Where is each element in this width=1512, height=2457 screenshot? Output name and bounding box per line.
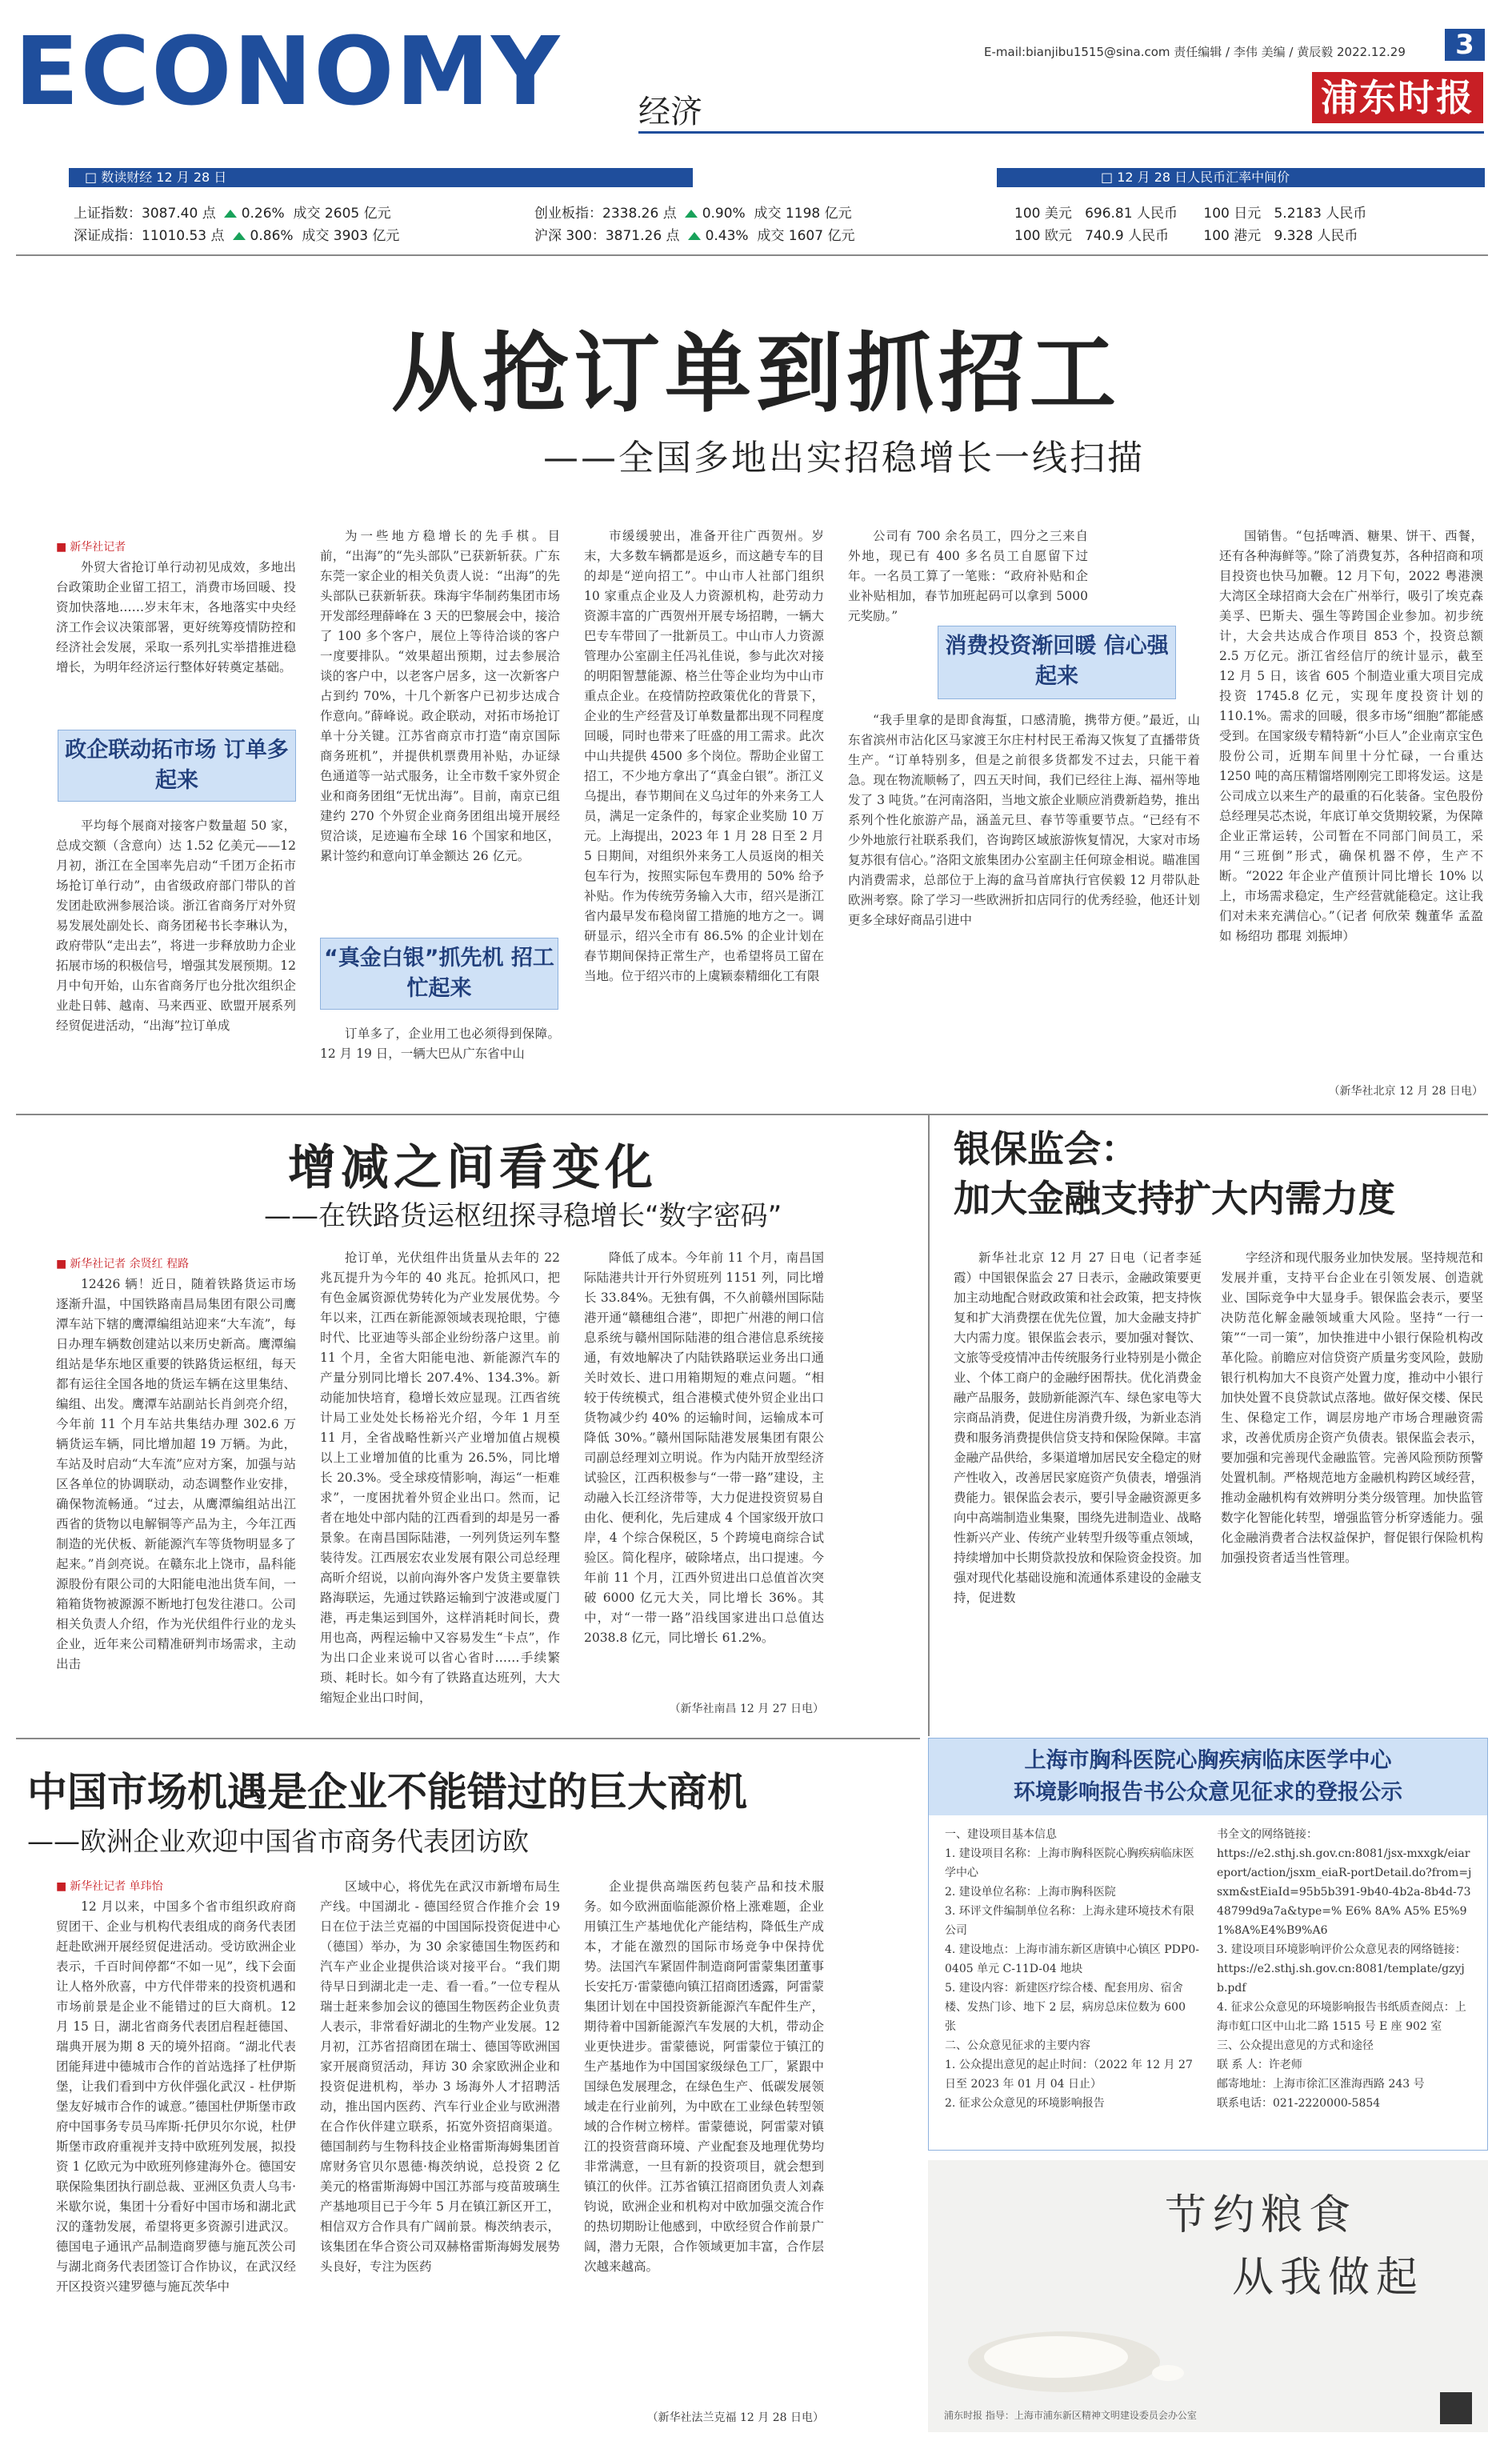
byline: ■ 新华社记者 单玮怡	[56, 1877, 296, 1897]
notice-title-line2: 环境影响报告书公众意见征求的登报公示	[929, 1777, 1487, 1815]
byline: ■ 新华社记者 余贤红 程路	[56, 1255, 296, 1275]
qr-code-icon	[1440, 2392, 1472, 2424]
section-title-cn: 经济	[638, 94, 702, 130]
up-arrow-icon	[688, 232, 701, 240]
subhead-box: “真金白银”抓先机 招工忙起来	[320, 938, 558, 1010]
article-1-column-1b: 平均每个展商对接客户数量超 50 家，总成交额（含意向）达 1.52 亿美元——12 月初，浙江在全国率先启动“千团万企拓市场抢订单行动”，由省级政府部门带队的首发团赴欧洲参展洽谈。浙江省商务厅对外贸易发展处副处长、商务团秘书长李琳认为，政府带队“走出去”，将进一步释放助力企业拓展市场的积极信号，增强其发展预期。12 月中旬开始，山东省商务厅也分批次组织企业赴日韩、越南、马来西亚、欧盟开展系列经贸促进活动，“出海”拉订单成	[56, 818, 296, 1033]
headline-3-line2: 加大金融支持扩大内需力度	[954, 1177, 1395, 1220]
ad-footer: 浦东时报 指导：上海市浦东新区精神文明建设委员会办公室	[944, 2410, 1197, 2421]
dateline: （新华社北京 12 月 28 日电）	[1328, 1085, 1483, 1098]
market-row: 深证成指：11010.53 点 0.86% 成交 3903 亿元	[74, 228, 400, 244]
headline-3: 银保监会：	[954, 1127, 1138, 1170]
dateline: （新华社法兰克福 12 月 28 日电）	[646, 2411, 824, 2424]
ad-line-1: 节约粮食	[1165, 2191, 1358, 2239]
headline-1: 从抢订单到抓招工	[390, 323, 1121, 424]
article-1-column-4b: “我手里拿的是即食海蜇，口感清脆，携带方便。”最近，山东省滨州市沾化区马家渡王尔庄村村民王希海又恢复了直播带货生产。“订单特别多，但是之前很多货都发不过去，只能干着急。现在物流顺畅了，四五天时间，我们已经往上海、福州等地发了 3 吨货。”在河南洛阳，当地文旅企业顺应消费新趋势，推出系列个性化旅游产品，涵盖元旦、春节等重要节点。“已经有不少外地旅行社联系我们，咨询跨区域旅游恢复情况，大家对市场复苏很有信心。”洛阳文旅集团办公室副主任何琼金相说。瞄准国内消费需求，总部位于上海的盒马首席执行官侯毅 12 月带队赴欧洲考察。除了学习一些欧洲折扣店同行的优秀经验，他还计划更多全球好商品引进中	[848, 713, 1200, 927]
divider	[928, 1115, 930, 1736]
market-row: 上证指数：3087.40 点 0.26% 成交 2605 亿元	[74, 206, 391, 222]
article-1-column-1: ■ 新华社记者 外贸大省抢订单行动初见成效，多地出台政策助企业留工招工，消费市场回暖、投资加快落地……岁末年末，各地落实中央经济工作会议决策部署，更好统筹疫情防控和经济社会发展，采取一系列扎实举措推进稳增长，为明年经济运行整体好转奠定基础。	[56, 538, 296, 715]
notice-title: 上海市胸科医院心胸疾病临床医学中心	[929, 1739, 1487, 1777]
fx-bar: □ 12 月 28 日人民币汇率中间价	[997, 168, 1485, 187]
section-title-en: ECONOMY	[14, 16, 562, 126]
header-rule	[638, 131, 1484, 134]
article-4-column-1: ■ 新华社记者 单玮怡 12 月以来，中国多个省市组织政府商贸团干、企业与机构代表组成的商务代表团赶赴欧洲开展经贸促进活动。受访欧洲企业表示，千百时间停都“不如一见”，线下会面让人格外欣喜，中方代伴带来的投资机遇和市场前景是企业不能错过的巨大商机。12 月 15 日，湖北省商务代表团启程赶德国、瑞典开展为期 8 天的境外招商。“湖北代表团能拜进中德城市合作的首站选择了杜伊斯堡，让我们看到中方伙伴强化武汉 - 杜伊斯堡友好城市合作的诚意。”德国杜伊斯堡市政府中国事务专员马库斯·托伊贝尔尔说，杜伊斯堡市政府重视并支持中欧班列发展，拟投资 1 亿欧元为中欧班列修建海外仓。德国安联保险集团执行副总裁、亚洲区负责人乌韦·米歇尔说，集团十分看好中国市场和湖北武汉的蓬勃发展，希望将更多资源引进武汉。德国电子通讯产品制造商罗德与施瓦茨公司与湖北商务代表团签订合作协议，在武汉经开区投资兴建罗德与施瓦茨华中	[56, 1877, 296, 2429]
divider	[16, 254, 1488, 256]
up-arrow-icon	[233, 232, 246, 240]
subhead-box: 政企联动拓市场 订单多起来	[58, 730, 296, 802]
subheadline-1: ——全国多地出实招稳增长一线扫描	[543, 438, 1145, 478]
article-2-column-1: ■ 新华社记者 余贤红 程路 12426 辆！近日，随着铁路货运市场逐渐升温，中国铁路南昌局集团有限公司鹰潭车站下辖的鹰潭编组站迎来“大车流”，每日办理车辆数创建站以来历史新高。鹰潭编组站是华东地区重要的铁路货运枢纽，每天都有运往全国各地的货运车辆在这里集结、编组、出发。鹰潭车站副站长肖剑亮介绍，今年前 11 个月车站共集结办理 302.6 万辆货运车辆，同比增加超 19 万辆。为此，车站及时启动“大车流”应对方案，加强与站区各单位的协调联动，动态调整作业安排，确保物流畅通。“过去，从鹰潭编组站出江西省的货物以电解铜等产品为主，今年江西制造的光伏板、新能源汽车等货物明显多了起来。”肖剑亮说。在赣东北上饶市，晶科能源股份有限公司的大阳能电池出货车间，一箱箱货物被源源不断地打包发往港口。公司相关负责人介绍，作为光伏组件行业的龙头企业，近年来公司精准研判市场需求，主动出击	[56, 1255, 296, 1720]
rice-image	[960, 2309, 1200, 2397]
up-arrow-icon	[224, 210, 237, 218]
article-1-column-2: 为一些地方稳增长的先手棋。目前，“出海”的“先头部队”已获新斩获。广东东莞一家企业的相关负责人说：“出海”的先头部队已获新斩获。珠海宇华制药集团市场开发部经理薛峰在 3 天的巴黎展会中，接洽了 100 多个客户，展位上等待洽谈的客户一度要排队。“效果超出预期，过去参展洽谈的客户中，以老客户居多，这一次新客户占到约 70%，十几个新客户已初步达成合作意向。”薛峰说。政企联动，对拓市场抢订单十分关键。江苏省商京市打造“南京国际商务班机”，并提供机票费用补贴，办证绿色通道等一站式服务，让全市数千家外贸企业和商务团组“无忧出海”。目前，南京已组建约 270 个外贸企业商务团组出境开展经贸洽谈，足迹遍布全球 16 个国家和地区，累计签约和意向订单金额达 26 亿元。	[320, 529, 560, 863]
market-bar: □ 数读财经 12 月 28 日	[69, 168, 693, 187]
article-2-column-3: 降低了成本。今年前 11 个月，南昌国际陆港共计开行外贸班列 1151 列，同比增长 33.84%。无独有偶，不久前赣州国际陆港开通“赣穗组合港”，即把广州港的闸口信息系统与赣州国际陆港的组合港信息系统接通，有效地解决了内陆铁路联运业务出口通关时效长、进口用箱期短的难点问题。“相较于传统模式，组合港模式使外贸企业出口货物减少约 40% 的运输时间，运输成本可降低 30%。”赣州国际陆港发展集团有限公司副总经理刘立明说。作为内陆开放型经济试验区，江西积极参与“一带一路”建设，主动融入长江经济带等，大力促进投资贸易自由化、便利化，先后建成 4 个国家级开放口岸，4 个综合保税区，5 个跨境电商综合试验区。简化程序，破除堵点，出口提速。今年前 11 个月，江西外贸进出口总值首次突破 6000 亿元大关，同比增长 36%。其中，对“一带一路”沿线国家进出口总值达 2038.8 亿元，同比增长 61.2%。	[584, 1251, 824, 1645]
subheadline-2: ——在铁路货运枢纽探寻稳增长“数字密码”	[264, 1200, 782, 1232]
article-1-column-3: 市缓缓驶出，准备开往广西贺州。岁末，大多数车辆都是返乡，而这趟专车的目的却是“逆向招工”。中山市人社部门组织 10 家重点企业及人力资源机构，赴劳动力资源丰富的广西贺州开展专场招聘，一辆大巴专车带回了一批新员工。中山市人力资源管理办公室副主任冯礼佳说，参与此次对接的明阳智慧能源、格兰仕等企业均为中山市重点企业。在疫情防控政策优化的背景下，企业的生产经营及订单数量都出现不同程度回暖，同时也带来了旺盛的用工需求。此次中山共提供 4500 多个岗位。帮助企业留工招工，不少地方拿出了“真金白银”。浙江义乌提出，春节期间在义乌过年的外来务工人员，满足一定条件的，每家企业奖励 10 万元。上海提出，2023 年 1 月 28 日至 2 月 5 日期间，对组织外来务工人员返岗的相关包车行为，按照实际包车费用的 50% 给予补贴。作为传统劳务输入大市，绍兴是浙江省内最早发布稳岗留工措施的地方之一。调研显示，绍兴全市有 86.5% 的企业计划在春节期间保持正常生产，也希望将员工留在当地。位于绍兴市的上虞颖泰精细化工有限	[584, 529, 824, 983]
notice-left-column: 一、建设项目基本信息 1. 建设项目名称：上海市胸科医院心胸疾病临床医学中心 2. 建设单位名称：上海市胸科医院 3. 环评文件编制单位名称：上海永建环境技术有限公司 4. 建设地点：上海市浦东新区唐镇中心镇区 PDP0-0405 单元 C-11D-04 地块 5. 建设内容：新建医疗综合楼、配套用房、宿舍楼、发热门诊、地下 2 层，病房总床位数为 600 张 二、公众意见征求的主要内容 1. 公众提出意见的起止时间：（2022 年 12 月 27 日至 2023 年 01 月 04 日止） 2. 征求公众意见的环境影响报告	[945, 1828, 1199, 2110]
fx-row: 100 欧元 740.9 人民币 100 港元 9.328 人民币	[1014, 228, 1358, 244]
article-3-column-2: 字经济和现代服务业加快发展。坚持规范和发展并重，支持平台企业在引领发展、创造就业、国际竞争中大显身手。银保监会表示，要坚决防范化解金融领域重大风险。坚持“一行一策”“一司一策”，加快推进中小银行保险机构改革化险。前瞻应对信贷资产质量劣变风险，鼓励银行机构加大不良资产处置力度，推动中小银行加快处置不良贷款试点落地。做好保交楼、保民生、保稳定工作，调层房地产市场合理融资需求，改善优质房企资产负债表。银保监会表示，要加强和完善现代金融监管。完善风险预防预警处置机制。严格规范地方金融机构跨区域经营，推动金融机构有效辨明分类分级管理。加快监管数字化智能化转型，增强监管分析穿透能力。强化金融消费者合法权益保护，督促银行保险机构加强投资者适当性管理。	[1221, 1251, 1483, 1565]
article-4-column-3: 企业提供高端医药包装产品和技术服务。如今欧洲面临能源价格上涨难题，企业用镇江生产基地优化产能结构，降低生产成本，才能在激烈的国际市场竞争中保持优势。法国汽车紧固件制造商阿雷蒙集团董事长安托万·雷蒙德向镇江招商团透露，阿雷蒙集团计划在中国投资新能源汽车配件生产，期待着中国新能源汽车发展的大机，带动企业更快进步。雷蒙德说，阿雷蒙位于镇江的生产基地作为中国国家级绿色工厂，紧跟中国绿色发展理念，在绿色生产、低碳发展领域走在行业前列，为中欧在工业绿色转型领域的合作树立榜样。雷蒙德说，阿雷蒙对镇江的投资营商环境、产业配套及地理优势均非常满意，一旦有新的投资项目，就会想到镇江的伙伴。江苏省镇江招商团负责人刘森钧说，欧洲企业和机构对中欧加强交流合作的热切期盼让他感到，中欧经贸合作前景广阔，潜力无限，合作领域更加丰富，合作层次越来越高。	[584, 1879, 824, 2274]
masthead-logo: 浦东时报	[1312, 72, 1483, 123]
ad-line-2: 从我做起	[1232, 2254, 1425, 2302]
article-1-column-4: 公司有 700 余名员工，四分之三来自外地，现已有 400 多名员工自愿留下过年。一名员工算了一笔账：“政府补贴和企业补贴相加，春节加班起码可以拿到 5000 元奖励。”	[848, 529, 1088, 623]
fx-row: 100 美元 696.81 人民币 100 日元 5.2183 人民币	[1014, 206, 1367, 222]
notice-right-column: 书全文的网络链接： https://e2.sthj.sh.gov.cn:8081/jsx-mxxgk/eiareport/action/jsxm_eiaR-portDetail.do?from=jsxm&stEiaId=95b5b391-9b40-4b2a-8b4d-7348799d9a7a&type=% E6% 8A% A5% E5%91%8A%E4%B9%A6 3. 建设项目环境影响评价公众意见表的网络链接：https://e2.sthj.sh.gov.cn:8081/template/gzyjb.pdf 4. 征求公众意见的环境影响报告书纸质查阅点：上海市虹口区中山北二路 1515 号 E 座 902 室 三、公众提出意见的方式和途径 联 系 人：许老师 邮寄地址：上海市徐汇区淮海西路 243 号 联系电话：021-2220000-5854	[1217, 1828, 1472, 2110]
article-4-column-2: 区域中心，将优先在武汉市新增布局生产线。中国湖北 - 德国经贸合作推介会 19 日在位于法兰克福的中国国际投资促进中心（德国）举办，为 30 余家德国生物医药和汽车产业企业提供洽谈对接平台。“我们期待早日到湖北走一走、看一看。”一位专程从瑞士赶来参加会议的德国生物医药企业负责人表示，非常看好湖北的生物产业发展。12 月初，江苏省招商团在瑞士、德国等欧洲国家开展商贸活动，拜访 30 余家欧洲企业和投资促进机构，举办 3 场海外人才招聘活动，推出国内医药、汽车行业企业与欧洲潜在合作伙伴建立联系，拓宽外资招商渠道。德国制药与生物科技企业格雷斯海姆集团首席财务官贝尔恩德·梅茨纳说，总投资 2 亿美元的格雷斯海姆中国江苏部与疫苗玻璃生产基地项目已于今年 5 月在镇江新区开工，相信双方合作具有广阔前景。梅茨纳表示，该集团在华合资公司双赫格雷斯海姆发展势头良好，专注为医药	[320, 1879, 560, 2274]
headline-4: 中国市场机遇是企业不能错过的巨大商机	[27, 1768, 747, 1815]
headline-2: 增减之间看变化	[288, 1140, 658, 1196]
article-3-column-1: 新华社北京 12 月 27 日电（记者李延霞）中国银保监会 27 日表示，金融政策要更加主动地配合财政政策和社会政策，把支持恢复和扩大消费摆在优先位置，加大金融支持扩大内需力度。银保监会表示，要加强对餐饮、文旅等受疫情冲击传统服务行业特别是小微企业、个体工商户的金融纾困帮扶。优化消费金融产品服务，鼓励新能源汽车、绿色家电等大宗商品消费，促进住房消费升级，为新业态消费和服务消费提供信贷支持和保险保障。丰富金融产品供给，多渠道增加居民安全稳定的财产性收入，改善居民家庭资产负债表，增强消费能力。银保监会表示，要引导金融资源更多向中高端制造业集聚，围绕先进制造业、战略性新兴产业、传统产业转型升级等重点领域，持续增加中长期贷款投放和保险资金投资。加强对现代化基础设施和流通体系建设的金融支持，促进数	[954, 1251, 1202, 1605]
subhead-box: 消费投资渐回暖 信心强起来	[938, 626, 1176, 699]
page-number: 3	[1445, 29, 1485, 61]
divider	[16, 1114, 1488, 1115]
public-service-ad	[928, 2160, 1488, 2432]
divider	[16, 1738, 920, 1739]
byline: ■ 新华社记者	[56, 538, 296, 558]
article-1-column-5: 国销售。“包括啤酒、糖果、饼干、西餐，还有各种海鲜等。”除了消费复苏，各种招商和项目投资也快马加鞭。12 月下旬，2022 粤港澳大湾区全球招商大会在广州举行，吸引了埃克森美孚、巴斯夫、强生等跨国企业参加。初步统计，大会共达成合作项目 853 个，投资总额 2.5 万亿元。浙江省经信厅的统计显示，截至 12 月 5 日，该省 605 个制造业重大项目完成投资 1745.8 亿元，实现年度投资计划的 110.1%。需求的回暖，很多市场“细胞”都能感受到。在国家级专精特新“小巨人”企业南京宝色股份公司，近期车间里十分忙碌，一台重达 1250 吨的高压精馏塔刚刚完工即将发运。这是公司成立以来生产的最重的石化装备。宝色股份总经理吴芯杰说，年底订单交货期较紧，为保障企业正常运转，公司暂在不同部门间员工，采用“三班倒”形式，确保机器不停，生产不断。“2022 年企业产值预计同比增长 10% 以上，市场需求稳定，生产经营就能稳定。这让我们对未来充满信心。”（记者 何欣荣 魏董华 孟盈如 杨绍功 郡琨 刘振坤）	[1219, 529, 1483, 943]
article-1-column-2b: 订单多了，企业用工也必须得到保障。12 月 19 日，一辆大巴从广东省中山	[320, 1026, 560, 1061]
dateline: （新华社南昌 12 月 27 日电）	[669, 1703, 824, 1715]
up-arrow-icon	[685, 210, 698, 218]
subheadline-4: ——欧洲企业欢迎中国省市商务代表团访欧	[27, 1826, 529, 1857]
editor-meta: E-mail:bianjibu1515@sina.com 责任编辑 / 李伟 美编 / 黄辰毅 2022.12.29	[984, 45, 1406, 59]
public-notice	[928, 1738, 1488, 2151]
market-row: 创业板指：2338.26 点 0.90% 成交 1198 亿元	[534, 206, 852, 222]
market-row: 沪深 300：3871.26 点 0.43% 成交 1607 亿元	[534, 228, 855, 244]
article-2-column-2: 抢订单，光伏组件出货量从去年的 22 兆瓦提升为今年的 40 兆瓦。抢抓风口，把有色金属资源优势转化为产业发展优势。今年以来，江西在新能源领域表现抢眼，宁德时代、比亚迪等头部企业纷纷落户这里。前 11 个月，全省大阳能电池、新能源汽车的产量分别同比增长 207.4%、134.3%。新动能加快培育，稳增长效应显现。江西省统计局工业处处长杨裕光介绍，今年 1 月至 11 月，全省战略性新兴产业增加值占规模以上工业增加值的比重为 26.5%，同比增长 20.3%。受全球疫情影响，海运“一柜难求”，一度困扰着外贸企业出口。然而，记者在地处中部内陆的江西看到的却是另一番景象。在南昌国际陆港，一列列货运列车整装待发。江西展宏农业发展有限公司总经理高昕介绍说，以前向海外客户发货主要靠铁路海联运，先通过铁路运输到宁波港或厦门港，再走集运到国外，这样消耗时间长，费用也高，两程运输中又容易发生“卡点”，作为出口企业来说可以省心省时……手续繁琐、耗时长。如今有了铁路直达班列，大大缩短企业出口时间，	[320, 1251, 560, 1705]
